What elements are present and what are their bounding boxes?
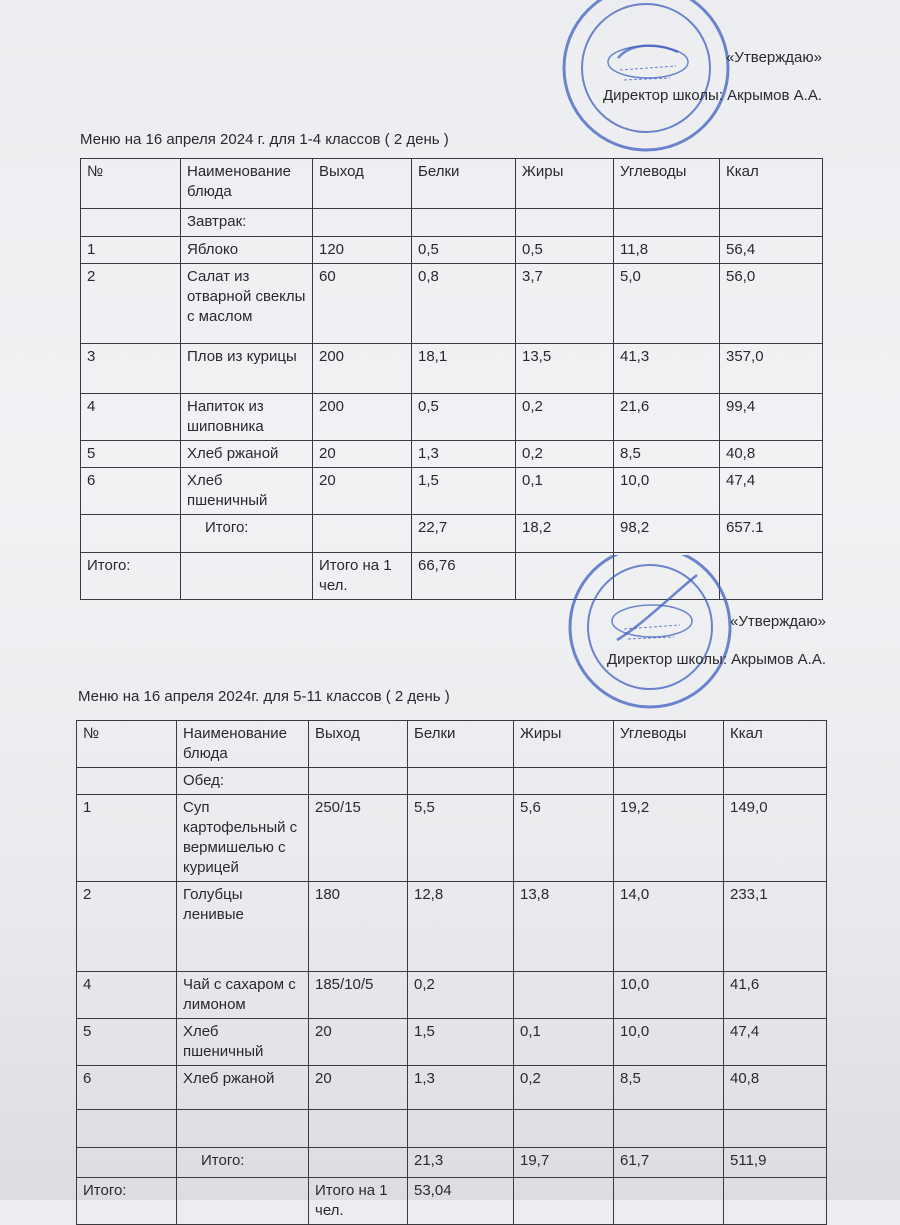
carbs-cell: 10,0 <box>614 468 720 515</box>
menu-table-body <box>77 721 827 1225</box>
dish-name-cell <box>181 553 313 600</box>
num-cell: 4 <box>77 972 177 1019</box>
approval-block <box>603 48 822 106</box>
menu-title: Меню на 16 апреля 2024 г. для 1-4 классов ( 2 день ) <box>80 131 449 148</box>
carbs-cell <box>614 1110 724 1148</box>
dish-name-cell: Наименование блюда <box>181 159 313 209</box>
carbs-cell: 21,6 <box>614 394 720 441</box>
dish-name-cell: Хлеб пшеничный <box>177 1019 309 1066</box>
yield-cell: Выход <box>309 721 408 768</box>
num-cell: № <box>81 159 181 209</box>
menu-table <box>80 158 823 600</box>
protein-cell: 0,8 <box>412 264 516 344</box>
menu-table-body <box>81 159 823 600</box>
protein-cell: 5,5 <box>408 795 514 882</box>
protein-cell: 1,3 <box>408 1066 514 1110</box>
num-cell: 4 <box>81 394 181 441</box>
yield-cell <box>309 1110 408 1148</box>
num-cell <box>81 209 181 237</box>
dish-name-cell: Напиток из шиповника <box>181 394 313 441</box>
kcal-cell: 41,6 <box>724 972 827 1019</box>
carbs-cell: 10,0 <box>614 972 724 1019</box>
carbs-cell: 14,0 <box>614 882 724 972</box>
dish-name-cell: Хлеб ржаной <box>181 441 313 468</box>
dish-name-cell <box>177 1178 309 1225</box>
dish-name-cell <box>177 1110 309 1148</box>
dish-name-cell: Голубцы ленивые <box>177 882 309 972</box>
protein-cell: 66,76 <box>412 553 516 600</box>
protein-cell: Белки <box>412 159 516 209</box>
protein-cell: Белки <box>408 721 514 768</box>
table-row <box>81 394 823 441</box>
fat-cell: 0,2 <box>516 394 614 441</box>
table-row <box>77 1148 827 1178</box>
num-cell: 2 <box>81 264 181 344</box>
dish-name-cell: Завтрак: <box>181 209 313 237</box>
yield-cell: 20 <box>309 1066 408 1110</box>
fat-cell <box>514 1178 614 1225</box>
kcal-cell: 47,4 <box>720 468 823 515</box>
kcal-cell: 657.1 <box>720 515 823 553</box>
yield-cell <box>313 515 412 553</box>
director-signature-line: Директор школы: Акрымов А.А. <box>603 87 822 104</box>
num-cell: 2 <box>77 882 177 972</box>
dish-name-cell: Наименование блюда <box>177 721 309 768</box>
kcal-cell: 40,8 <box>724 1066 827 1110</box>
kcal-cell: 99,4 <box>720 394 823 441</box>
fat-cell: Жиры <box>516 159 614 209</box>
yield-cell: 120 <box>313 237 412 264</box>
dish-name-cell: Суп картофельный с вермишелью с курицей <box>177 795 309 882</box>
protein-cell <box>408 768 514 795</box>
carbs-cell: 11,8 <box>614 237 720 264</box>
approval-heading: «Утверждаю» <box>730 613 826 630</box>
approval-block <box>607 612 826 670</box>
fat-cell: 19,7 <box>514 1148 614 1178</box>
fat-cell <box>514 1110 614 1148</box>
carbs-cell: 61,7 <box>614 1148 724 1178</box>
num-cell <box>77 1110 177 1148</box>
fat-cell: 0,2 <box>516 441 614 468</box>
num-cell <box>77 768 177 795</box>
dish-name-cell: Чай с сахаром с лимоном <box>177 972 309 1019</box>
table-row <box>81 344 823 394</box>
fat-cell: 0,1 <box>516 468 614 515</box>
protein-cell: 12,8 <box>408 882 514 972</box>
protein-cell <box>408 1110 514 1148</box>
kcal-cell: 149,0 <box>724 795 827 882</box>
yield-cell: 185/10/5 <box>309 972 408 1019</box>
carbs-cell: Углеводы <box>614 159 720 209</box>
kcal-cell <box>724 768 827 795</box>
kcal-cell <box>724 1110 827 1148</box>
protein-cell: 21,3 <box>408 1148 514 1178</box>
table-row <box>77 1066 827 1110</box>
table-row <box>77 795 827 882</box>
yield-cell: 60 <box>313 264 412 344</box>
menu-table <box>76 720 827 1225</box>
kcal-cell: 47,4 <box>724 1019 827 1066</box>
protein-cell: 0,5 <box>412 394 516 441</box>
num-cell: Итого: <box>77 1178 177 1225</box>
kcal-cell <box>720 209 823 237</box>
dish-name-cell: Хлеб пшеничный <box>181 468 313 515</box>
table-row <box>77 972 827 1019</box>
yield-cell <box>309 768 408 795</box>
table-row <box>77 1178 827 1225</box>
yield-cell: 20 <box>309 1019 408 1066</box>
protein-cell: 53,04 <box>408 1178 514 1225</box>
dish-name-cell: Хлеб ржаной <box>177 1066 309 1110</box>
yield-cell: 20 <box>313 441 412 468</box>
carbs-cell <box>614 209 720 237</box>
fat-cell: 13,8 <box>514 882 614 972</box>
fat-cell: 0,2 <box>514 1066 614 1110</box>
fat-cell: 3,7 <box>516 264 614 344</box>
protein-cell: 0,2 <box>408 972 514 1019</box>
approval-heading: «Утверждаю» <box>726 49 822 66</box>
dish-name-cell: Обед: <box>177 768 309 795</box>
protein-cell <box>412 209 516 237</box>
table-row <box>77 768 827 795</box>
table-header-row <box>77 721 827 768</box>
kcal-cell: 511,9 <box>724 1148 827 1178</box>
director-signature-line: Директор школы: Акрымов А.А. <box>607 651 826 668</box>
num-cell <box>81 515 181 553</box>
dish-name-cell: Итого: <box>181 515 313 553</box>
num-cell: 1 <box>81 237 181 264</box>
carbs-cell: 41,3 <box>614 344 720 394</box>
dish-name-cell: Яблоко <box>181 237 313 264</box>
fat-cell: 13,5 <box>516 344 614 394</box>
table-row <box>77 882 827 972</box>
protein-cell: 1,3 <box>412 441 516 468</box>
table-row <box>81 237 823 264</box>
carbs-cell: 10,0 <box>614 1019 724 1066</box>
carbs-cell: 8,5 <box>614 441 720 468</box>
yield-cell <box>313 209 412 237</box>
num-cell: 6 <box>81 468 181 515</box>
protein-cell: 1,5 <box>408 1019 514 1066</box>
num-cell: 5 <box>77 1019 177 1066</box>
num-cell: 1 <box>77 795 177 882</box>
carbs-cell: 5,0 <box>614 264 720 344</box>
fat-cell: 18,2 <box>516 515 614 553</box>
num-cell: 3 <box>81 344 181 394</box>
carbs-cell <box>614 768 724 795</box>
carbs-cell: 19,2 <box>614 795 724 882</box>
protein-cell: 18,1 <box>412 344 516 394</box>
carbs-cell: 8,5 <box>614 1066 724 1110</box>
protein-cell: 0,5 <box>412 237 516 264</box>
protein-cell: 1,5 <box>412 468 516 515</box>
yield-cell: Выход <box>313 159 412 209</box>
table-row <box>81 441 823 468</box>
yield-cell: 250/15 <box>309 795 408 882</box>
table-row <box>77 1019 827 1066</box>
protein-cell: 22,7 <box>412 515 516 553</box>
carbs-cell: 98,2 <box>614 515 720 553</box>
fat-cell: 0,5 <box>516 237 614 264</box>
dish-name-cell: Салат из отварной свеклы с маслом <box>181 264 313 344</box>
kcal-cell <box>724 1178 827 1225</box>
num-cell: Итого: <box>81 553 181 600</box>
kcal-cell: 56,0 <box>720 264 823 344</box>
num-cell: 5 <box>81 441 181 468</box>
yield-cell: 200 <box>313 344 412 394</box>
num-cell: № <box>77 721 177 768</box>
kcal-cell: Ккал <box>720 159 823 209</box>
kcal-cell: 357,0 <box>720 344 823 394</box>
yield-cell: 20 <box>313 468 412 515</box>
carbs-cell <box>614 1178 724 1225</box>
yield-cell <box>309 1148 408 1178</box>
fat-cell: 5,6 <box>514 795 614 882</box>
dish-name-cell: Плов из курицы <box>181 344 313 394</box>
table-row <box>81 515 823 553</box>
table-header-row <box>81 159 823 209</box>
yield-cell: 200 <box>313 394 412 441</box>
menu-title: Меню на 16 апреля 2024г. для 5-11 классов ( 2 день ) <box>78 688 450 705</box>
fat-cell: 0,1 <box>514 1019 614 1066</box>
table-row <box>77 1110 827 1148</box>
fat-cell <box>514 972 614 1019</box>
yield-cell: 180 <box>309 882 408 972</box>
num-cell <box>77 1148 177 1178</box>
yield-cell: Итого на 1 чел. <box>309 1178 408 1225</box>
table-row <box>81 264 823 344</box>
table-row <box>81 468 823 515</box>
kcal-cell: 40,8 <box>720 441 823 468</box>
table-row <box>81 209 823 237</box>
yield-cell: Итого на 1 чел. <box>313 553 412 600</box>
dish-name-cell: Итого: <box>177 1148 309 1178</box>
kcal-cell: 56,4 <box>720 237 823 264</box>
kcal-cell: Ккал <box>724 721 827 768</box>
fat-cell: Жиры <box>514 721 614 768</box>
num-cell: 6 <box>77 1066 177 1110</box>
kcal-cell: 233,1 <box>724 882 827 972</box>
fat-cell <box>514 768 614 795</box>
fat-cell <box>516 209 614 237</box>
carbs-cell: Углеводы <box>614 721 724 768</box>
